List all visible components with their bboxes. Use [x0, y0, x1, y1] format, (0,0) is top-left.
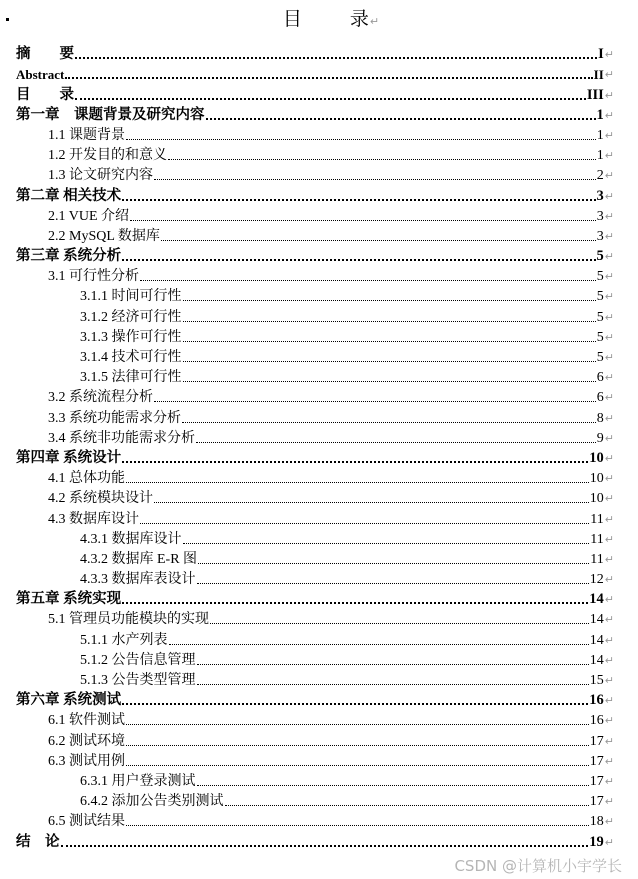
return-mark-icon: ↵	[604, 552, 614, 566]
return-mark-icon: ↵	[604, 754, 614, 768]
dot-leader	[75, 98, 586, 100]
toc-entry[interactable]	[16, 487, 614, 507]
dot-leader	[154, 179, 596, 180]
toc-entry-title: 第六章 系统测试	[16, 692, 122, 709]
toc-entry[interactable]	[16, 830, 614, 850]
toc-entry-title: 3.2 系统流程分析	[48, 390, 153, 406]
toc-entry[interactable]	[16, 225, 614, 245]
toc-entry-page: 19	[589, 833, 604, 850]
toc-entry[interactable]	[16, 689, 614, 709]
dot-leader	[198, 563, 589, 564]
toc-entry-title: 6.5 测试结果	[48, 814, 125, 830]
toc-entry[interactable]	[16, 144, 614, 164]
dot-leader	[182, 422, 596, 423]
toc-entry[interactable]	[16, 588, 614, 608]
toc-entry[interactable]	[16, 346, 614, 366]
toc-entry-page: 3	[596, 208, 604, 224]
dot-leader	[183, 321, 596, 322]
toc-entry-page: 8	[596, 410, 604, 426]
toc-entry[interactable]	[16, 245, 614, 265]
return-mark-icon: ↵	[604, 229, 614, 243]
dot-leader	[168, 159, 596, 160]
toc-entry-title: 5.1.2 公告信息管理	[80, 652, 196, 668]
toc-entry-title: 3.1.5 法律可行性	[80, 370, 182, 386]
return-mark-icon: ↵	[604, 108, 614, 122]
return-mark-icon: ↵	[604, 532, 614, 546]
toc-entry-page: 18	[589, 814, 604, 830]
toc-entry-page: 11	[590, 511, 604, 527]
dot-leader	[183, 300, 596, 301]
dot-leader	[61, 845, 589, 847]
toc-entry-page: 5	[596, 309, 604, 325]
toc-entry-page: 1	[596, 148, 604, 164]
toc-entry-title: 4.1 总体功能	[48, 471, 125, 487]
toc-entry-title: 目 录	[16, 86, 74, 103]
toc-entry-title: 4.3.2 数据库 E-R 图	[80, 551, 198, 567]
dot-leader	[140, 523, 589, 524]
return-mark-icon: ↵	[604, 674, 614, 687]
page-title	[0, 4, 638, 31]
return-mark-icon: ↵	[604, 209, 614, 223]
dot-leader	[75, 57, 597, 59]
dot-leader	[183, 361, 596, 362]
toc-entry-page: 11	[590, 531, 604, 547]
toc-entry[interactable]	[16, 386, 614, 406]
return-mark-icon: ↵	[604, 774, 614, 788]
return-mark-icon: ↵	[604, 128, 614, 142]
toc-entry-page: 6	[596, 370, 604, 386]
dot-leader	[122, 199, 595, 201]
toc-entry-page: 1	[596, 106, 604, 123]
toc-entry-title: 3.1.2 经济可行性	[80, 309, 182, 325]
toc-entry[interactable]	[16, 205, 614, 225]
return-mark-icon: ↵	[604, 391, 614, 405]
toc-entry[interactable]	[16, 265, 614, 285]
toc-entry-title: 4.3 数据库设计	[48, 511, 139, 527]
dot-leader	[154, 502, 589, 503]
toc-entry-title: 摘 要	[16, 46, 74, 63]
dot-leader	[126, 139, 596, 140]
toc-entry[interactable]	[16, 406, 614, 426]
return-mark-icon: ↵	[604, 371, 614, 385]
toc-entry-title: 6.3 测试用例	[48, 753, 125, 769]
return-mark-icon: ↵	[604, 593, 614, 607]
return-mark-icon: ↵	[604, 573, 614, 587]
toc-entry[interactable]	[16, 326, 614, 346]
toc-entry[interactable]	[16, 43, 614, 63]
toc-entry[interactable]	[16, 366, 614, 386]
toc-entry[interactable]	[16, 63, 614, 83]
toc-entry[interactable]	[16, 528, 614, 548]
toc-entry-title: 5.1 管理员功能模块的实现	[48, 612, 209, 628]
toc-entry[interactable]	[16, 83, 614, 103]
return-mark-icon: ↵	[604, 512, 614, 526]
return-mark-icon: ↵	[604, 330, 614, 344]
dot-leader	[130, 220, 596, 221]
toc-entry-title: 2.2 MySQL 数据库	[48, 228, 160, 244]
toc-entry-page: 6	[596, 390, 604, 406]
toc-entry-title: 6.3.1 用户登录测试	[80, 773, 196, 789]
return-mark-icon: ↵	[604, 472, 614, 486]
toc-entry-title: 6.4.2 添加公告类别测试	[80, 794, 224, 810]
toc-entry-page: 17	[589, 753, 604, 769]
toc-entry-page: 3	[596, 187, 604, 204]
return-mark-icon: ↵	[604, 310, 614, 324]
toc-entry[interactable]	[16, 548, 614, 568]
toc-entry-title: 2.1 VUE 介绍	[48, 208, 130, 224]
toc-entry-page: 5	[596, 329, 604, 345]
toc-entry-page: III	[586, 86, 604, 103]
return-mark-icon: ↵	[604, 290, 614, 304]
dot-leader	[65, 77, 592, 79]
toc-entry-page: 2	[596, 168, 604, 184]
title-right: 录	[349, 8, 369, 30]
toc-entry-page: 14	[589, 591, 604, 608]
toc-entry-page: 3	[596, 228, 604, 244]
dot-leader	[122, 703, 588, 705]
toc-entry[interactable]	[16, 427, 614, 447]
dot-leader	[197, 785, 589, 786]
toc-entry-title: 3.1.3 操作可行性	[80, 329, 182, 345]
dot-leader	[197, 664, 589, 665]
toc-entry-page: 15	[589, 673, 604, 688]
return-mark-icon: ↵	[604, 714, 614, 728]
dot-leader	[122, 259, 595, 261]
watermark: CSDN @计算机小宇学长	[454, 857, 622, 875]
toc-entry[interactable]	[16, 729, 614, 749]
dot-leader	[197, 583, 589, 584]
dot-leader	[154, 401, 596, 402]
return-mark-icon: ↵	[604, 451, 614, 465]
toc-entry-title: 3.1.1 时间可行性	[80, 289, 182, 305]
return-mark-icon: ↵	[604, 734, 614, 748]
toc-entry-page: 16	[589, 713, 604, 729]
toc-entry-title: 6.1 软件测试	[48, 713, 125, 729]
toc-entry[interactable]	[16, 104, 614, 124]
toc-entry[interactable]	[16, 305, 614, 325]
toc-entry-page: 11	[590, 551, 604, 567]
toc-entry-page: 10	[589, 471, 604, 487]
toc-entry[interactable]	[16, 467, 614, 487]
toc-entry-page: 5	[596, 269, 604, 285]
return-mark-icon: ↵	[604, 835, 614, 849]
dot-leader	[183, 543, 590, 544]
return-mark-icon: ↵	[604, 633, 614, 647]
title-left: 目	[282, 8, 302, 30]
toc-entry[interactable]	[16, 649, 614, 669]
return-mark-icon: ↵	[604, 189, 614, 203]
toc-entry-title: 4.3.1 数据库设计	[80, 531, 182, 547]
dot-leader	[210, 623, 589, 624]
toc-entry-title: 1.3 论文研究内容	[48, 168, 153, 184]
toc-entry[interactable]	[16, 568, 614, 588]
toc-entry-title: 第三章 系统分析	[16, 248, 122, 265]
toc-entry[interactable]	[16, 669, 614, 689]
toc-entry[interactable]	[16, 770, 614, 790]
dot-leader	[169, 644, 589, 645]
toc-entry[interactable]	[16, 750, 614, 770]
toc-entry-page: 17	[589, 733, 604, 749]
toc-entry-page: 14	[589, 632, 604, 648]
toc-entry[interactable]	[16, 124, 614, 144]
toc-entry-title: 结 论	[16, 833, 60, 850]
toc-entry-title: 1.1 课题背景	[48, 127, 125, 143]
toc-entry-title: 5.1.1 水产列表	[80, 632, 168, 648]
dot-leader	[206, 118, 596, 120]
dot-leader	[140, 280, 596, 281]
return-mark-icon: ↵	[604, 492, 614, 506]
return-mark-icon: ↵	[604, 351, 614, 364]
return-mark-icon: ↵	[604, 48, 614, 62]
toc-entry-page: 14	[589, 652, 604, 668]
toc-entry-page: 10	[589, 449, 604, 466]
toc-entry-page: I	[598, 46, 604, 63]
toc-entry-title: 3.1.4 技术可行性	[80, 350, 182, 365]
toc-entry-page: 5	[596, 248, 604, 265]
toc-entry-title: Abstract	[16, 67, 65, 83]
dot-leader	[126, 825, 589, 826]
toc-entry-page: 16	[589, 692, 604, 709]
dot-leader	[126, 765, 589, 766]
dot-leader	[183, 381, 596, 382]
toc-entry-title: 3.4 系统非功能需求分析	[48, 430, 195, 446]
dot-leader	[122, 461, 588, 463]
toc-entry-title: 3.1 可行性分析	[48, 269, 139, 285]
return-mark-icon: ↵	[604, 411, 614, 425]
toc-entry-page: II	[593, 67, 604, 83]
dot-leader	[196, 442, 596, 443]
dot-leader	[183, 341, 596, 342]
dot-leader	[126, 482, 589, 483]
toc-entry-title: 3.3 系统功能需求分析	[48, 410, 181, 426]
return-mark-icon: ↵	[604, 653, 614, 667]
return-mark-icon: ↵	[604, 149, 614, 163]
return-mark-icon: ↵	[604, 795, 614, 809]
table-of-contents	[16, 43, 614, 851]
dot-leader	[126, 745, 589, 746]
return-mark-icon: ↵	[604, 270, 614, 284]
toc-entry-page: 9	[596, 430, 604, 446]
toc-entry[interactable]	[16, 810, 614, 830]
toc-entry-page: 17	[589, 794, 604, 810]
return-mark-icon: ↵	[604, 431, 614, 445]
return-mark-icon: ↵	[604, 88, 614, 102]
return-mark-icon: ↵	[604, 613, 614, 627]
return-mark-icon: ↵	[604, 694, 614, 708]
return-mark-icon: ↵	[604, 815, 614, 829]
dot-leader	[225, 805, 589, 806]
toc-entry-page: 1	[596, 127, 604, 143]
toc-entry-page: 10	[589, 491, 604, 507]
toc-entry[interactable]	[16, 608, 614, 628]
dot-leader	[122, 602, 588, 604]
toc-entry[interactable]	[16, 285, 614, 305]
dot-leader	[161, 240, 596, 241]
toc-entry-title: 1.2 开发目的和意义	[48, 148, 167, 164]
toc-entry[interactable]	[16, 507, 614, 527]
toc-entry[interactable]	[16, 709, 614, 729]
toc-entry-page: 5	[596, 289, 604, 305]
toc-entry-title: 第四章 系统设计	[16, 449, 122, 466]
toc-entry[interactable]	[16, 628, 614, 648]
toc-entry-title: 4.2 系统模块设计	[48, 491, 153, 507]
toc-entry-page: 12	[589, 572, 604, 588]
return-mark-icon: ↵	[604, 250, 614, 264]
return-mark-icon: ↵	[604, 169, 614, 183]
toc-entry-title: 第五章 系统实现	[16, 591, 122, 608]
return-mark-icon: ↵	[369, 15, 380, 28]
toc-entry-page: 17	[589, 773, 604, 789]
dot-leader	[197, 684, 589, 685]
toc-entry-page: 14	[589, 612, 604, 628]
toc-entry-title: 第一章 课题背景及研究内容	[16, 106, 205, 123]
toc-entry[interactable]	[16, 447, 614, 467]
toc-entry[interactable]	[16, 164, 614, 184]
toc-entry[interactable]	[16, 184, 614, 204]
toc-entry-title: 第二章 相关技术	[16, 187, 122, 204]
toc-entry-page: 5	[596, 350, 604, 365]
toc-entry-title: 6.2 测试环境	[48, 733, 125, 749]
toc-entry-title: 4.3.3 数据库表设计	[80, 572, 196, 588]
dot-leader	[126, 724, 589, 725]
toc-entry[interactable]	[16, 790, 614, 810]
return-mark-icon: ↵	[604, 68, 614, 82]
toc-entry-title: 5.1.3 公告类型管理	[80, 673, 196, 688]
